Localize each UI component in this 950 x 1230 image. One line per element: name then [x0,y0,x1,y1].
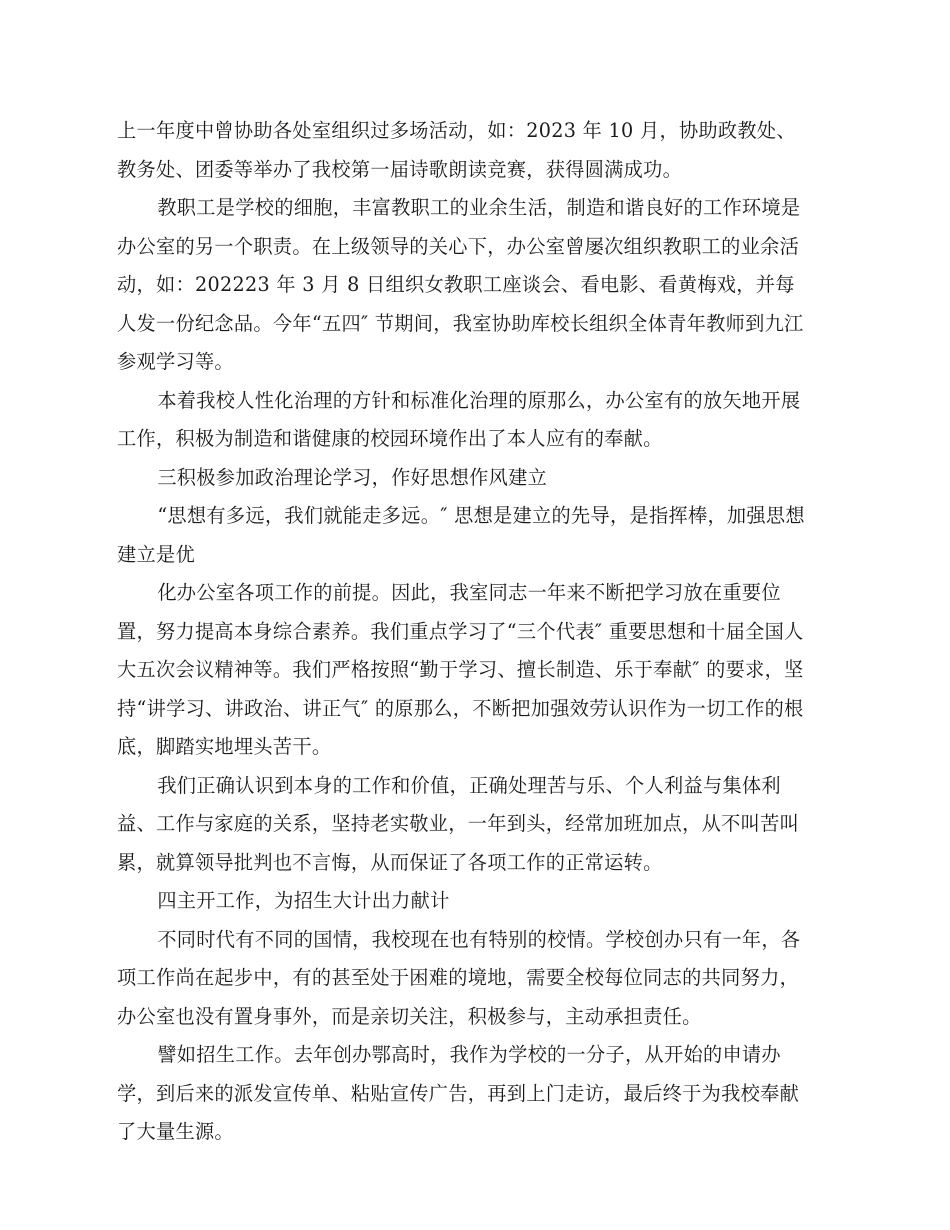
paragraph-study-priority: 化办公室各项工作的前提。因此，我室同志一年来不断把学习放在重要位置，努力提高本身综合素养。我们重点学习了“三个代表″ 重要思想和十届全国人大五次会议精神等。我们严格按照“勤于学习、擅长制造、乐于奉献″ 的要求，坚持“讲学习、讲政治、讲正气″ 的原那么，不断把加强效劳认识作为一切工作的根底，脚踏实地埋头苦干。 [117,581,804,758]
document-body [117,112,807,1152]
section-heading-enrollment: 四主开工作，为招生大计出力献计 [157,889,450,912]
paragraph-staff-life: 教职工是学校的细胞，丰富教职工的业余生活，制造和谐良好的工作环境是办公室的另一个职责。在上级领导的关心下，办公室曾屡次组织教职工的业余活动，如：202223 年 3 月 8 日组织女教职工座谈会、看电影、看黄梅戏，并每人发一份纪念品。今年“五四″ 节期间，我室协助库校长组织全体青年教师到九江参观学习等。 [117,196,804,373]
paragraph-work-value: 我们正确认识到本身的工作和价值，正确处理苦与乐、个人利益与集体利益、工作与家庭的关系，坚持老实敬业，一年到头，经常加班加点，从不叫苦叫累，就算领导批判也不言悔，从而保证了各项工作的正常运转。 [117,773,800,874]
paragraph-school-situation: 不同时代有不同的国情，我校现在也有特别的校情。学校创办只有一年，各项工作尚在起步中，有的甚至处于困难的境地，需要全校每位同志的共同努力，办公室也没有置身事外，而是亲切关注，积极参与，主动承担责任。 [117,927,801,1028]
paragraph-activities-continued: 上一年度中曾协助各处室组织过多场活动，如：2023 年 10 月，协助政教处、教务处、团委等举办了我校第一届诗歌朗读竞赛，获得圆满成功。 [117,119,796,181]
paragraph-enrollment-work: 譬如招生工作。去年创办鄂高时，我作为学校的一分子，从开始的申请办学，到后来的派发宣传单、粘贴宣传广告，再到上门走访，最后终于为我校奉献了大量生源。 [117,1043,800,1143]
paragraph-thought-quote: “思想有多远，我们就能走多远。″ 思想是建立的先导，是指挥棒，加强思想建立是优 [117,504,805,566]
paragraph-management-policy: 本着我校人性化治理的方针和标准化治理的原那么，办公室有的放矢地开展工作，积极为制造和谐健康的校园环境作出了本人应有的奉献。 [117,388,801,450]
section-heading-political-study: 三积极参加政治理论学习，作好思想作风建立 [157,465,548,489]
